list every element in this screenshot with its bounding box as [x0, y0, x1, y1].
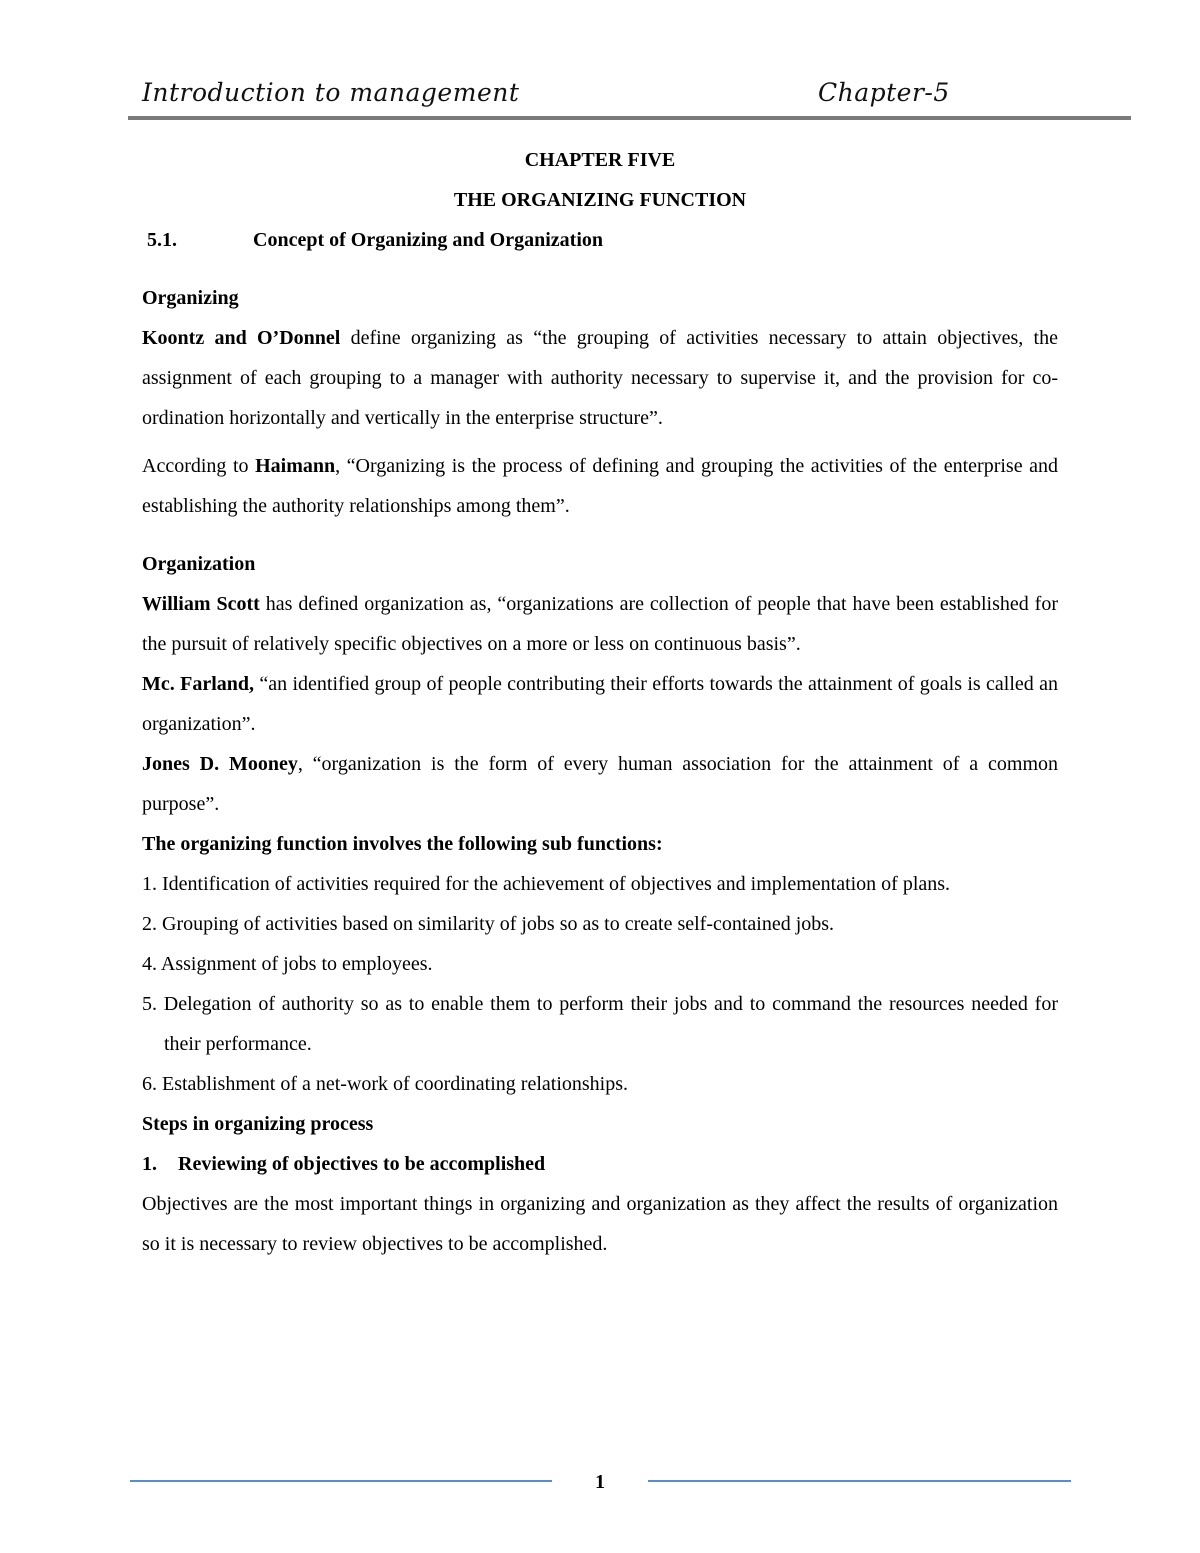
- author-koontz: Koontz and O’Donnel: [142, 327, 341, 349]
- section-number: 5.1.: [147, 229, 177, 251]
- organization-paragraph-1: William Scott has defined organization as, “organizations are collection of people that have been established for the pursuit of relatively specific objectives on a more or less on continuous basis”.: [142, 593, 1058, 655]
- list-item: 5. Delegation of authority so as to enable them to perform their jobs and to command the resources needed for their performance.: [142, 993, 1058, 1055]
- footer-rule-left: [130, 1480, 552, 1482]
- author-haimann: Haimann: [255, 455, 336, 477]
- step-1-title: Reviewing of objectives to be accomplished: [178, 1153, 546, 1175]
- sub-functions-heading: The organizing function involves the following sub functions:: [142, 833, 663, 855]
- organizing-paragraph-2: According to Haimann, “Organizing is the process of defining and grouping the activities of the enterprise and establishing the authority relationships among them”.: [142, 455, 1058, 517]
- chapter-subtitle: THE ORGANIZING FUNCTION: [453, 189, 747, 211]
- section-heading: [142, 220, 1058, 260]
- page-header: [142, 78, 1130, 112]
- organization-paragraph-2: Mc. Farland, “an identified group of people contributing their efforts towards the attainment of goals is called an organization”.: [142, 673, 1059, 735]
- author-farland: Mc. Farland,: [142, 673, 255, 695]
- step-1-heading: [142, 1144, 1058, 1184]
- list-item: 1. Identification of activities required for the achievement of objectives and implementation of plans.: [142, 873, 951, 895]
- header-chapter: Chapter-5: [818, 78, 950, 107]
- organizing-heading: Organizing: [142, 287, 239, 309]
- author-mooney: Jones D. Mooney: [142, 753, 298, 775]
- list-item: 4. Assignment of jobs to employees.: [142, 953, 433, 975]
- page-body: [142, 140, 1058, 1264]
- section-title: Concept of Organizing and Organization: [253, 229, 604, 251]
- header-doc-title: Introduction to management: [142, 78, 520, 107]
- page-footer: [0, 1468, 1200, 1498]
- list-item: 2. Grouping of activities based on similarity of jobs so as to create self-contained jobs.: [142, 913, 835, 935]
- step-1-number: 1.: [142, 1153, 157, 1175]
- organizing-paragraph-1: Koontz and O’Donnel define organizing as “the grouping of activities necessary to attain objectives, the assignment of each grouping to a manager with authority necessary to supervise it, and the provision for co-ordination horizontally and vertically in the enterprise structure”.: [142, 327, 1058, 429]
- step-1-paragraph: Objectives are the most important things in organizing and organization as they affect the results of organization so it is necessary to review objectives to be accomplished.: [142, 1193, 1058, 1255]
- organization-heading: Organization: [142, 553, 256, 575]
- footer-rule-right: [648, 1480, 1071, 1482]
- organization-paragraph-3: Jones D. Mooney, “organization is the form of every human association for the attainment of a common purpose”.: [142, 753, 1059, 815]
- chapter-title: CHAPTER FIVE: [524, 149, 676, 171]
- list-item: 6. Establishment of a net-work of coordinating relationships.: [142, 1073, 629, 1095]
- author-scott: William Scott: [142, 593, 260, 615]
- steps-heading: Steps in organizing process: [142, 1113, 374, 1135]
- header-rule: [128, 116, 1131, 120]
- page-number: 1: [595, 1471, 605, 1493]
